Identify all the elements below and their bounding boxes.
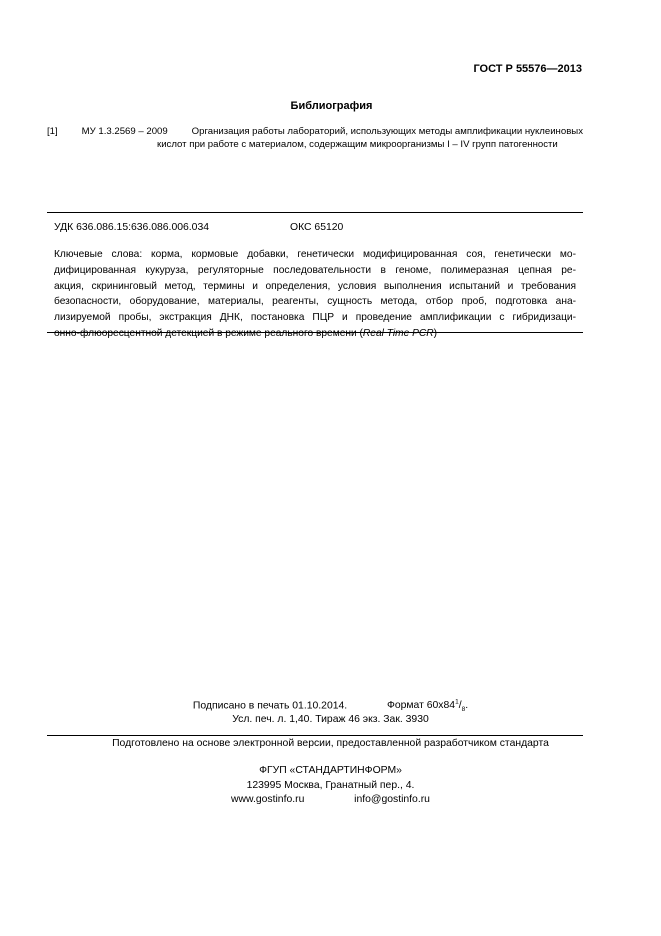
classification-row [54, 222, 344, 233]
signed-date: Подписано в печать 01.10.2014. [192, 700, 348, 712]
entry-code: МУ 1.3.2569 – 2009 [81, 126, 168, 137]
keywords-last-suffix: ) [433, 327, 437, 339]
bottom-divider [47, 332, 583, 333]
imprint-divider [47, 735, 583, 736]
keywords-line: дифицированная кукуруза, регуляторные последовательности в геноме, полимеразная цепная ре- [54, 264, 576, 276]
top-divider [47, 212, 583, 213]
entry-number: [1] [47, 126, 58, 137]
keywords-line: безопасности, оборудование, материалы, реагенты, сущность метода, отбор проб, подготовка ана- [54, 296, 576, 308]
udk-code: УДК 636.086.15:636.086.006.034 [54, 222, 210, 233]
email-link[interactable]: info@gostinfo.ru [354, 794, 430, 805]
keywords-line: акция, скрининговый метод, термины и определения, условия выполнения испытаний и требования [54, 280, 576, 292]
prepared-note: Подготовлено на основе электронной версии, предоставленной разработчиком стандарта [112, 738, 549, 749]
oks-code: ОКС 65120 [290, 222, 344, 233]
website-link[interactable]: www.gostinfo.ru [231, 794, 305, 805]
keywords-italic-term: Real Time PCR [362, 327, 434, 339]
keywords-last-prefix: онно-флюоресцентной детекцией в режиме реального времени ( [54, 327, 363, 339]
paper-format: Формат $60x84^1/_8$. [386, 699, 469, 714]
keywords-line: Ключевые слова: корма, кормовые добавки, генетически модифицированная соя, генетически мо- [54, 249, 576, 260]
bibliography-entry-line1 [47, 125, 583, 138]
entry-title-continuation: кислот при работе с материалом, содержащим микроорганизмы I – IV групп патогенности [157, 139, 558, 150]
standard-code: ГОСТ Р 55576—2013 [473, 63, 582, 75]
bibliography-entry [47, 125, 583, 151]
keywords-block [54, 247, 576, 342]
imprint-signed-row [0, 699, 661, 714]
keywords-line: лизируемой пробы, экстракция ДНК, постановка ПЦР и проведение амплификации с гибридизаци- [54, 312, 576, 324]
bibliography-title: Библиография [290, 100, 373, 112]
print-sheets: Усл. печ. л. 1,40. Тираж 46 экз. Зак. 3930 [232, 714, 429, 725]
publisher-name: ФГУП «СТАНДАРТИНФОРМ» [259, 765, 402, 776]
contacts-row [0, 794, 661, 805]
publisher-address: 123995 Москва, Гранатный пер., 4. [246, 780, 415, 791]
entry-title-start: Организация работы лабораторий, использующих методы амплификации нуклеиновых [191, 126, 583, 137]
keywords-last-line [54, 326, 576, 342]
